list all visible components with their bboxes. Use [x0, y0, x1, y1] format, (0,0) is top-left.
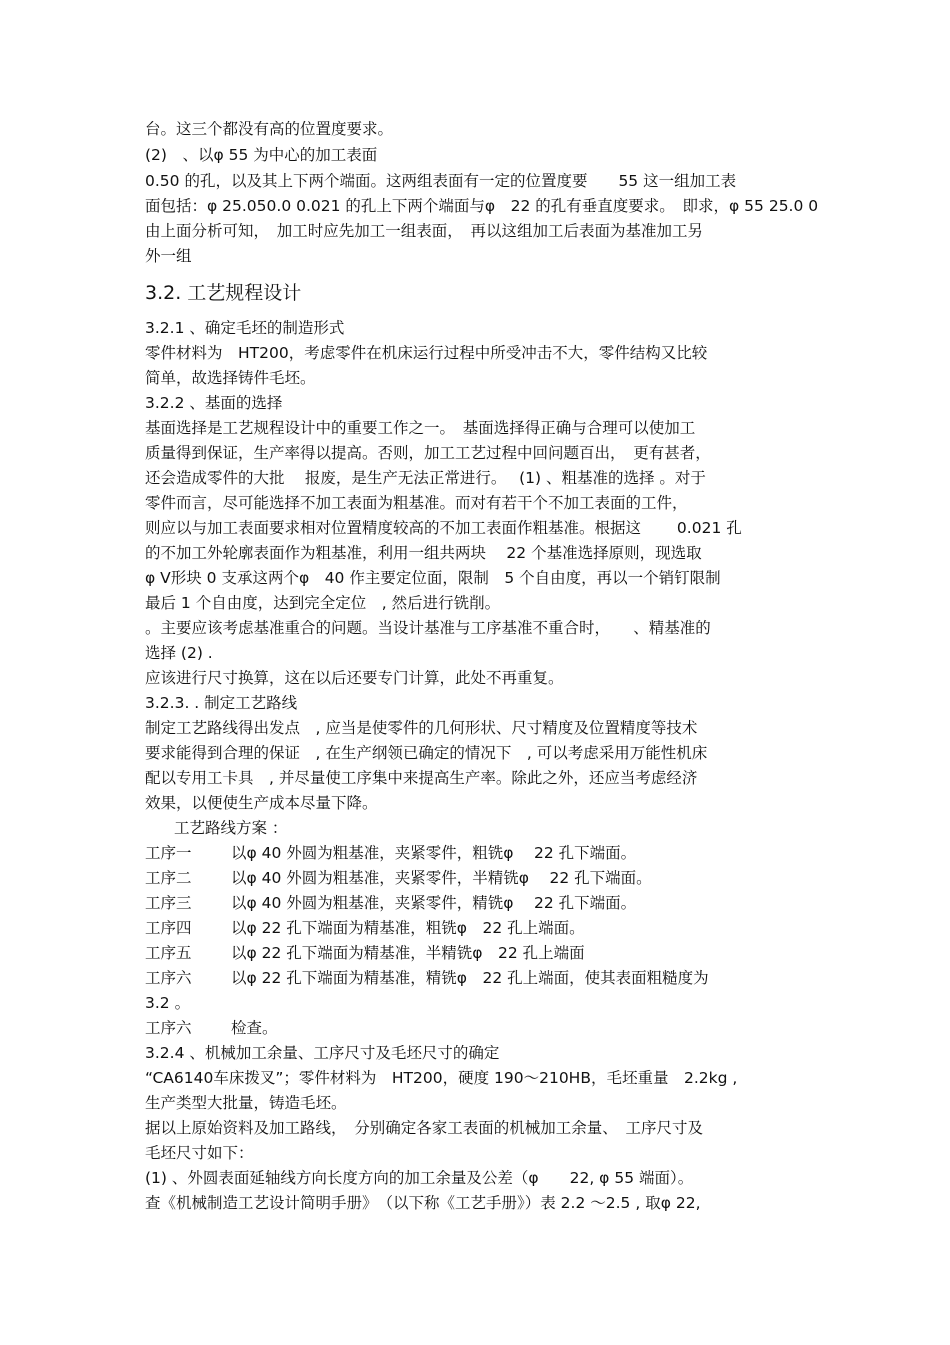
route-title: 工艺路线方案 ： [174, 819, 288, 837]
text-line: 效果，以便使生产成本尽量下降。 [145, 794, 378, 812]
route-step [145, 943, 585, 963]
text-line: 。主要应该考虑基准重合的问题。当设计基准与工序基准不重合时， 、精基准的 [145, 619, 711, 637]
text-line: φ V形块 0 支承这两个φ 40 作主要定位面，限制 5 个自由度，再以一个销钉限制 [145, 569, 721, 587]
route-step-text: 以φ 22 孔下端面为精基准，半精铣φ 22 孔上端面 [231, 944, 585, 962]
route-step [145, 843, 636, 863]
text-line: (1) 、外圆表面延轴线方向长度方向的加工余量及公差（φ 22, φ 55 端面）。 [145, 1169, 694, 1187]
text-line: 生产类型大批量，铸造毛坯。 [145, 1094, 347, 1112]
text-line: 毛坯尺寸如下： [145, 1144, 254, 1162]
text-line: 基面选择是工艺规程设计中的重要工作之一。 基面选择得正确与合理可以使加工 [145, 419, 696, 437]
text-line: 面包括：φ 25.050.0 0.021 的孔上下两个端面与φ 22 的孔有垂直度要求。 即求，φ 55 25.0 0 [145, 197, 819, 215]
route-step-label: 工序一 [145, 844, 192, 862]
route-step-label: 工序六 [145, 1019, 192, 1037]
route-step-text: 以φ 22 孔下端面为精基准，精铣φ 22 孔上端面，使其表面粗糙度为 [231, 969, 709, 987]
text-line: 配以专用工卡具 , 并尽量使工序集中来提高生产率。除此之外，还应当考虑经济 [145, 769, 698, 787]
route-step [145, 868, 652, 888]
route-step-label: 工序五 [145, 944, 192, 962]
text-line: (2) 、以φ 55 为中心的加工表面 [145, 146, 378, 164]
text-line: 据以上原始资料及加工路线， 分别确定各家工表面的机械加工余量、 工序尺寸及 [145, 1119, 704, 1137]
route-step-text: 以φ 40 外圆为粗基准，夹紧零件，精铣φ 22 孔下端面。 [231, 894, 637, 912]
route-step-text: 以φ 22 孔下端面为精基准，粗铣φ 22 孔上端面。 [231, 919, 585, 937]
route-step [145, 1018, 278, 1038]
route-step [145, 918, 585, 938]
section-heading: 3.2. 工艺规程设计 [145, 282, 302, 304]
subsection-heading: 3.2.1 、确定毛坯的制造形式 [145, 319, 345, 337]
subsection-heading: 3.2.2 、基面的选择 [145, 394, 283, 412]
text-line: 应该进行尺寸换算，这在以后还要专门计算，此处不再重复。 [145, 669, 564, 687]
text-line: 简单，故选择铸件毛坯。 [145, 369, 316, 387]
text-line: 外一组 [145, 247, 192, 265]
text-line: 最后 1 个自由度，达到完全定位 , 然后进行铣削。 [145, 594, 501, 612]
route-step-text: 以φ 40 外圆为粗基准，夹紧零件，粗铣φ 22 孔下端面。 [231, 844, 637, 862]
text-line: 则应以与加工表面要求相对位置精度较高的不加工表面作粗基准。根据这 0.021 孔 [145, 519, 742, 537]
text-line: 质量得到保证，生产率得以提高。否则，加工工艺过程中回问题百出， 更有甚者， [145, 444, 711, 462]
text-line: 0.50 的孔，以及其上下两个端面。这两组表面有一定的位置度要 55 这一组加工表 [145, 172, 737, 190]
text-line: 选择 (2) . [145, 644, 213, 662]
text-line: 的不加工外轮廓表面作为粗基准，利用一组共两块 22 个基准选择原则，现选取 [145, 544, 702, 562]
text-line: 还会造成零件的大批 报废，是生产无法正常进行。 (1) 、粗基准的选择 。对于 [145, 469, 706, 487]
text-line: 零件材料为 HT200，考虑零件在机床运行过程中所受冲击不大，零件结构又比较 [145, 344, 708, 362]
route-step [145, 968, 709, 988]
route-step [145, 893, 636, 913]
text-line: 3.2 。 [145, 994, 191, 1012]
text-line: 查《机械制造工艺设计简明手册》 （以下称《工艺手册》）表 2.2 ～2.5 , 取φ 22, [145, 1194, 701, 1212]
route-step-text: 以φ 40 外圆为粗基准，夹紧零件，半精铣φ 22 孔下端面。 [231, 869, 652, 887]
text-line: 要求能得到合理的保证 , 在生产纲领已确定的情况下 , 可以考虑采用万能性机床 [145, 744, 708, 762]
route-step-text: 检查。 [231, 1019, 278, 1037]
route-step-label: 工序三 [145, 894, 192, 912]
text-line: 由上面分析可知， 加工时应先加工一组表面， 再以这组加工后表面为基准加工另 [145, 222, 704, 240]
text-line: 台。这三个都没有高的位置度要求。 [145, 120, 394, 138]
text-line: “CA6140车床拨叉”；零件材料为 HT200，硬度 190～210HB，毛坯重量 2.2kg , [145, 1069, 738, 1087]
text-line: 制定工艺路线得出发点 , 应当是使零件的几何形状、尺寸精度及位置精度等技术 [145, 719, 698, 737]
route-step-label: 工序二 [145, 869, 192, 887]
text-line: 零件而言，尽可能选择不加工表面为粗基准。而对有若干个不加工表面的工件， [145, 494, 688, 512]
route-step-label: 工序四 [145, 919, 192, 937]
route-step-label: 工序六 [145, 969, 192, 987]
subsection-heading: 3.2.3. . 制定工艺路线 [145, 694, 298, 712]
subsection-heading: 3.2.4 、机械加工余量、工序尺寸及毛坯尺寸的确定 [145, 1044, 500, 1062]
